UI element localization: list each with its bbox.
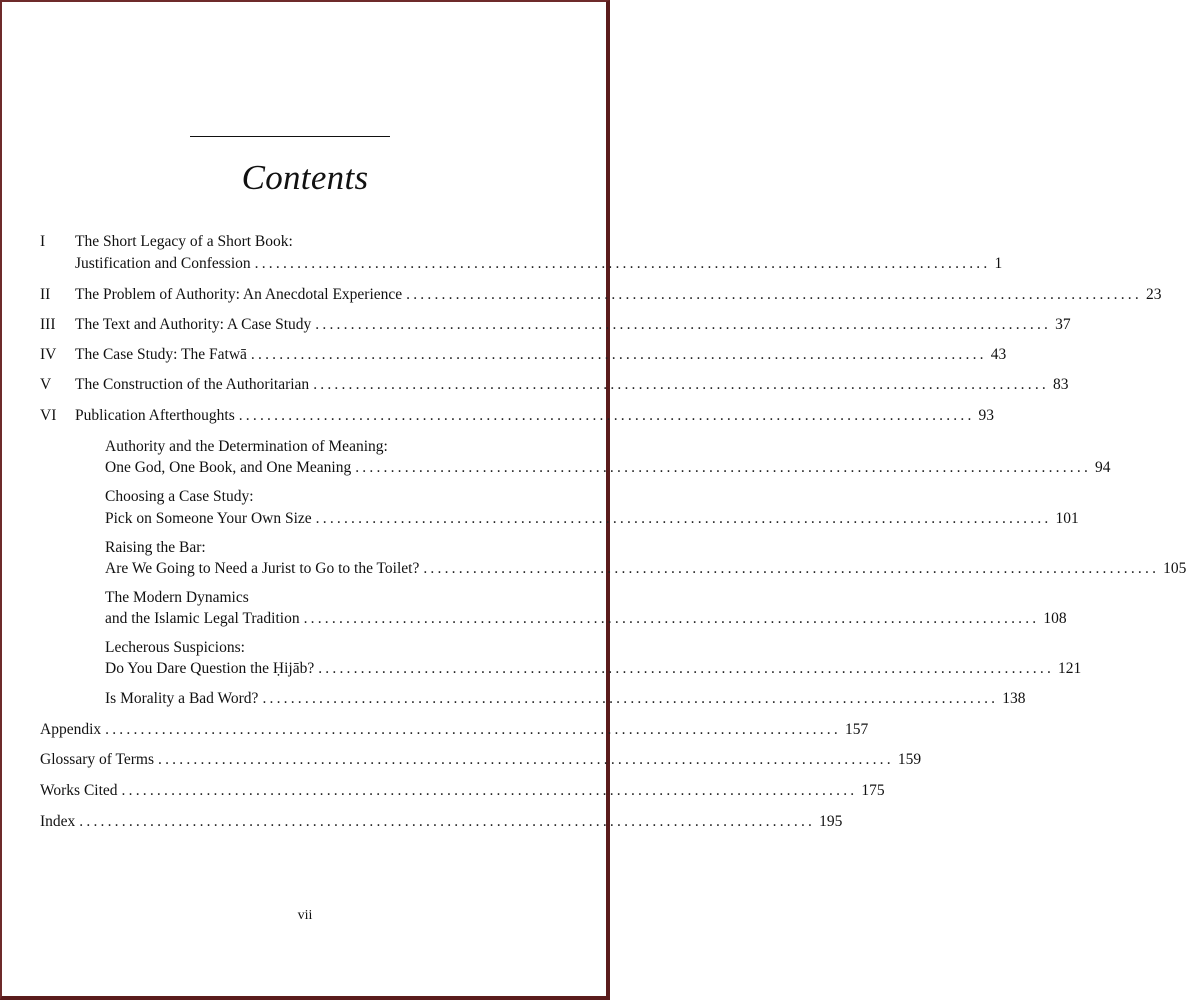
toc-entry-title: Appendix bbox=[40, 721, 102, 738]
toc-entry-page: 105 bbox=[1163, 560, 1186, 577]
toc-entry-works-cited[interactable] bbox=[40, 780, 885, 802]
toc-entry-page: 159 bbox=[897, 751, 922, 768]
dot-leader: ........................................................................................................ bbox=[355, 459, 1092, 476]
toc-entry-subsection[interactable] bbox=[105, 608, 1067, 630]
toc-entry-page: 121 bbox=[1058, 660, 1082, 677]
toc-entry-title: Justification and Confession bbox=[75, 255, 251, 272]
toc-entry-title: One God, One Book, and One Meaning bbox=[105, 459, 352, 476]
page-title: Contents bbox=[241, 158, 369, 197]
chapter-number: IV bbox=[40, 346, 57, 363]
toc-entry-title: and the Islamic Legal Tradition bbox=[105, 610, 300, 627]
toc-entry-title: Are We Going to Need a Jurist to Go to the Toilet? bbox=[105, 560, 420, 577]
toc-entry-chapter-5[interactable] bbox=[75, 374, 1069, 396]
dot-leader: ........................................................................................................ bbox=[303, 610, 1040, 627]
toc-entry-page: 175 bbox=[861, 782, 885, 799]
toc-entry-chapter-4[interactable] bbox=[75, 344, 1007, 366]
dot-leader: ........................................................................................................ bbox=[121, 782, 858, 799]
toc-entry-page: 1 bbox=[994, 255, 1003, 272]
dot-leader: ........................................................................................................ bbox=[250, 346, 987, 363]
toc-entry-subsection[interactable] bbox=[105, 688, 1026, 710]
dot-leader: ........................................................................................................ bbox=[238, 407, 975, 424]
toc-entry-title: The Construction of the Authoritarian bbox=[75, 376, 310, 393]
toc-entry-index[interactable] bbox=[40, 811, 843, 833]
toc-entry-chapter-3[interactable] bbox=[75, 314, 1071, 336]
toc-entry-title: Is Morality a Bad Word? bbox=[105, 690, 259, 707]
chapter-number: VI bbox=[40, 407, 57, 424]
toc-entry-title: The Text and Authority: A Case Study bbox=[75, 316, 312, 333]
dot-leader: ........................................................................................................ bbox=[423, 560, 1160, 577]
chapter-number: I bbox=[40, 233, 46, 250]
page-number: vii bbox=[297, 908, 313, 923]
toc-entry-glossary[interactable] bbox=[40, 749, 922, 771]
toc-entry-title: Pick on Someone Your Own Size bbox=[105, 510, 312, 527]
toc-entry-chapter-1[interactable] bbox=[75, 253, 1003, 275]
toc-entry-page: 43 bbox=[990, 346, 1007, 363]
dot-leader: ........................................................................................................ bbox=[315, 316, 1052, 333]
toc-entry-page: 195 bbox=[819, 813, 843, 830]
toc-entry-title: Do You Dare Question the Ḥijāb? bbox=[105, 660, 315, 677]
dot-leader: ........................................................................................................ bbox=[406, 286, 1142, 303]
toc-entry-page: 83 bbox=[1053, 376, 1069, 393]
subsection-title-line1: Lecherous Suspicions: bbox=[105, 639, 245, 656]
toc-entry-subsection[interactable] bbox=[105, 508, 1079, 530]
subsection-title-line1: Authority and the Determination of Meaning: bbox=[105, 438, 388, 455]
chapter-number: V bbox=[40, 376, 52, 393]
toc-entry-subsection[interactable] bbox=[105, 558, 1186, 580]
toc-entry-page: 108 bbox=[1043, 610, 1067, 627]
toc-entry-title: Index bbox=[40, 813, 76, 830]
toc-entry-page: 23 bbox=[1145, 286, 1162, 303]
toc-entry-chapter-2[interactable] bbox=[75, 284, 1162, 306]
toc-entry-subsection[interactable] bbox=[105, 457, 1111, 479]
subsection-title-line1: Raising the Bar: bbox=[105, 539, 206, 556]
subsection-title-line1: Choosing a Case Study: bbox=[105, 488, 254, 505]
toc-entry-page: 157 bbox=[844, 721, 869, 738]
toc-entry-title: Works Cited bbox=[40, 782, 118, 799]
toc-entry-page: 138 bbox=[1002, 690, 1026, 707]
dot-leader: ........................................................................................................ bbox=[105, 721, 841, 738]
toc-entry-subsection[interactable] bbox=[105, 658, 1082, 680]
dot-leader: ........................................................................................................ bbox=[254, 255, 991, 272]
dot-leader: ........................................................................................................ bbox=[262, 690, 999, 707]
dot-leader: ........................................................................................................ bbox=[158, 751, 894, 768]
dot-leader: ........................................................................................................ bbox=[313, 376, 1049, 393]
toc-entry-chapter-6[interactable] bbox=[75, 405, 995, 427]
toc-entry-page: 37 bbox=[1055, 316, 1071, 333]
toc-entry-page: 101 bbox=[1055, 510, 1079, 527]
title-rule bbox=[190, 136, 390, 137]
dot-leader: ........................................................................................................ bbox=[79, 813, 816, 830]
toc-entry-title: Glossary of Terms bbox=[40, 751, 155, 768]
toc-entry-page: 94 bbox=[1095, 459, 1111, 476]
toc-entry-title: The Problem of Authority: An Anecdotal Experience bbox=[75, 286, 403, 303]
chapter-number: III bbox=[40, 316, 56, 333]
chapter-title-line1: The Short Legacy of a Short Book: bbox=[75, 233, 293, 250]
toc-entry-title: The Case Study: The Fatwā bbox=[75, 346, 247, 363]
toc-entry-title: Publication Afterthoughts bbox=[75, 407, 235, 424]
dot-leader: ........................................................................................................ bbox=[315, 510, 1052, 527]
toc-entry-appendix[interactable] bbox=[40, 719, 869, 741]
chapter-number: II bbox=[40, 286, 51, 303]
toc-entry-page: 93 bbox=[978, 407, 995, 424]
dot-leader: ........................................................................................................ bbox=[318, 660, 1055, 677]
subsection-title-line1: The Modern Dynamics bbox=[105, 589, 249, 606]
